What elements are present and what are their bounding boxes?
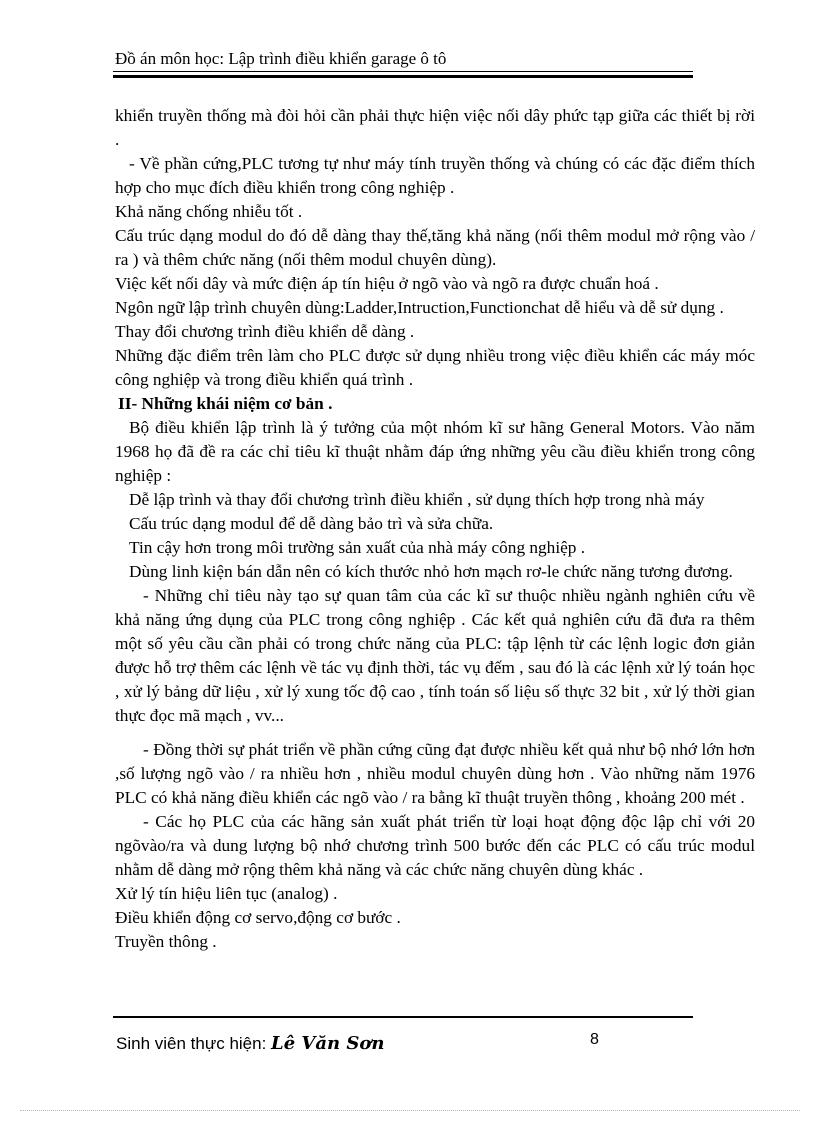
paragraph: Những đặc điểm trên làm cho PLC được sử dụng nhiều trong việc điều khiển các máy móc công nghiệp và trong điều khiển quá trình . <box>115 346 755 389</box>
paragraph: Ngôn ngữ lập trình chuyên dùng:Ladder,Intruction,Functionchat dễ hiểu và dễ sử dụng . <box>115 298 724 317</box>
paragraph: - Đồng thời sự phát triển về phần cứng cũng đạt được nhiều kết quả như bộ nhớ lớn hơn ,số lượng ngõ vào / ra nhiều hơn , nhiều modul chuyên dùng hơn . Vào những năm 1976 PLC có khả năng điều khiển các ngõ vào / ra bằng kĩ thuật truyền thông , khoảng 200 mét . <box>115 740 755 807</box>
section-heading: II- Những khái niệm cơ bản . <box>118 394 333 413</box>
paragraph: - Những chỉ tiêu này tạo sự quan tâm của các kĩ sư thuộc nhiều ngành nghiên cứu về khả năng ứng dụng của PLC trong công nghiệp . Các kết quả nghiên cứu đã đưa ra thêm một số yêu cầu cần phải có trong chức năng của PLC: tập lệnh từ các lệnh logic đơn giản được hỗ trợ thêm các lệnh về tác vụ định thời, tác vụ đếm , sau đó là các lệnh xử lý toán học , xử lý bảng dữ liệu , xử lý xung tốc độ cao , tính toán số liệu số thực 32 bit , xử lý thời gian thực đọc mã mạch , vv... <box>115 586 755 725</box>
header-rule-thick <box>113 75 693 78</box>
paragraph: Khả năng chống nhiễu tốt . <box>115 202 303 221</box>
header-rule-thin <box>113 71 693 72</box>
paragraph: Việc kết nối dây và mức điện áp tín hiệu ở ngõ vào và ngõ ra được chuẩn hoá . <box>115 274 659 293</box>
page-number: 8 <box>590 1031 599 1048</box>
paragraph: Bộ điều khiển lập trình là ý tưởng của một nhóm kĩ sư hãng General Motors. Vào năm 1968 họ đã đề ra các chỉ tiêu kĩ thuật nhằm đáp ứng những yêu cầu điều khiển trong công nghiệp : <box>115 418 755 485</box>
list-item: Dễ lập trình và thay đổi chương trình điều khiển , sử dụng thích hợp trong nhà máy <box>129 490 705 509</box>
author-name: Lê Văn Sơn <box>271 1033 385 1054</box>
list-item: Tin cậy hơn trong môi trường sản xuất của nhà máy công nghiệp . <box>129 538 586 557</box>
list-item: Dùng linh kiện bán dẫn nên có kích thước nhỏ hơn mạch rơ-le chức năng tương đương. <box>129 562 733 581</box>
footer-rule <box>113 1016 693 1018</box>
list-item: Cấu trúc dạng modul để dễ dàng bảo trì và sửa chữa. <box>129 514 494 533</box>
paragraph: Thay đổi chương trình điều khiển dễ dàng . <box>115 322 415 341</box>
paragraph: Xử lý tín hiệu liên tục (analog) . <box>115 884 338 903</box>
paragraph: - Các họ PLC của các hãng sản xuất phát triển từ loại hoạt động độc lập chỉ với 20 ngõvào/ra và dung lượng bộ nhớ chương trình 500 bước đến các PLC có cấu trúc modul nhằm dễ dàng mở rộng thêm khả năng và các chức năng chuyên dùng khác . <box>115 812 755 879</box>
document-header: Đồ án môn học: Lập trình điều khiển garage ô tô <box>115 49 447 68</box>
paragraph: Điều khiển động cơ servo,động cơ bước . <box>115 908 401 927</box>
paragraph: Truyền thông . <box>115 932 217 951</box>
footer-label: Sinh viên thực hiện: <box>116 1034 267 1053</box>
body-text <box>115 104 755 954</box>
paragraph: - Về phần cứng,PLC tương tự như máy tính truyền thống và chúng có các đặc điểm thích hợp cho mục đích điều khiển trong công nghiệp . <box>115 154 755 197</box>
page-bottom-dotted-line <box>20 1110 800 1111</box>
paragraph: Cấu trúc dạng modul do đó dễ dàng thay thế,tăng khả năng (nối thêm modul mở rộng vào / ra ) và thêm chức năng (nối thêm modul chuyên dùng). <box>115 226 755 269</box>
paragraph: khiển truyền thống mà đòi hỏi cần phải thực hiện việc nối dây phức tạp giữa các thiết bị rời . <box>115 106 755 149</box>
footer-author <box>116 1033 385 1054</box>
